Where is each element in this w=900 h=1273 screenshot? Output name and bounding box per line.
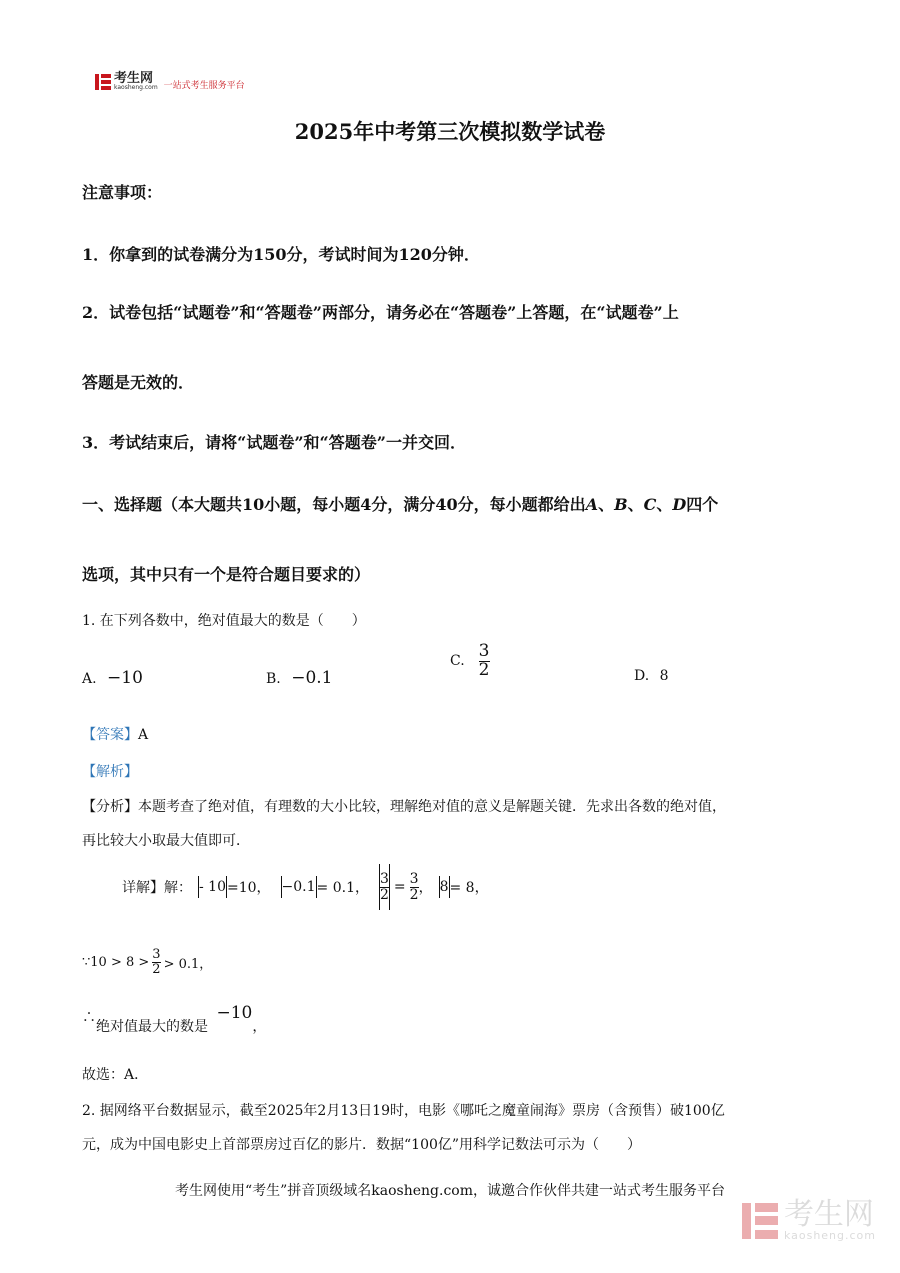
logo-mark-icon: [95, 74, 111, 90]
q1-analysis-tag: 【解析】: [82, 764, 138, 780]
notice-2a: 2．试卷包括“试题卷”和“答题卷”两部分，请务必在“答题卷”上答题，在“试题卷”上: [82, 303, 679, 322]
notice-3: 3．考试结束后，请将“试题卷”和“答题卷”一并交回．: [82, 433, 466, 452]
page-footer: 考生网使用“考生”拼音顶级域名kaosheng.com，诚邀合作伙伴共建一站式考生服务平台: [174, 1183, 726, 1199]
notice-heading: 注意事项：: [82, 183, 163, 202]
q1-option-b: B. −0.1: [266, 668, 333, 688]
section-heading-1: 一、选择题（本大题共10小题，每小题4分，满分40分，每小题都给出A、B、C、D四个: [82, 495, 719, 514]
q1-choice: 故选：A．: [82, 1067, 149, 1083]
q1-option-d: D. 8: [634, 668, 669, 684]
header-logo: [95, 72, 245, 91]
q1-therefore-line: ∴绝对值最大的数是 −10，: [82, 1003, 267, 1035]
q1-analysis-line-1: 【分析】本题考查了绝对值，有理数的大小比较，理解绝对值的意义是解题关键．先求出各数的绝对值，: [82, 799, 726, 815]
logo-domain: kaosheng.com: [114, 84, 158, 91]
section-heading-2: 选项，其中只有一个是符合题目要求的）: [82, 565, 371, 584]
notice-2b: 答题是无效的．: [82, 373, 195, 392]
q1-option-c: C. $\frac{3}{2}$: [450, 641, 490, 680]
q1-answer: 【答案】A: [82, 727, 149, 743]
logo-slogan: 一站式考生服务平台: [163, 81, 245, 91]
watermark: [742, 1197, 876, 1242]
q2-stem-line-2: 元，成为中国电影史上首部票房过百亿的影片．数据“100亿”用科学记数法可示为（ ）: [82, 1137, 642, 1153]
q1-stem: 1. 在下列各数中，绝对值最大的数是（ ）: [82, 613, 366, 629]
q2-stem-line-1: 2. 据网络平台数据显示，截至2025年2月13日19时，电影《哪吒之魔童闹海》票房（含预售）破100亿: [82, 1103, 725, 1119]
q1-option-a: A. −10: [82, 668, 143, 688]
page-title: 2025年中考第三次模拟数学试卷: [294, 119, 606, 144]
watermark-name: 考生网: [783, 1197, 874, 1232]
watermark-logo-icon: [742, 1203, 778, 1239]
q1-analysis-line-2: 再比较大小取最大值即可．: [82, 833, 250, 849]
q1-because-line: ∵10 > 8 > $\frac{3}{2}$ > 0.1，: [82, 946, 213, 977]
notice-1: 1．你拿到的试卷满分为150分，考试时间为120分钟．: [82, 245, 480, 264]
logo-name: 考生网: [114, 71, 154, 86]
watermark-domain: kaosheng.com: [783, 1229, 876, 1242]
q1-detail-line: 详解】解： - 10 =10， −0.1 = 0.1， $\frac{3}{2}$ = $\frac{3}{2}$ ， 8 = 8，: [122, 862, 489, 912]
